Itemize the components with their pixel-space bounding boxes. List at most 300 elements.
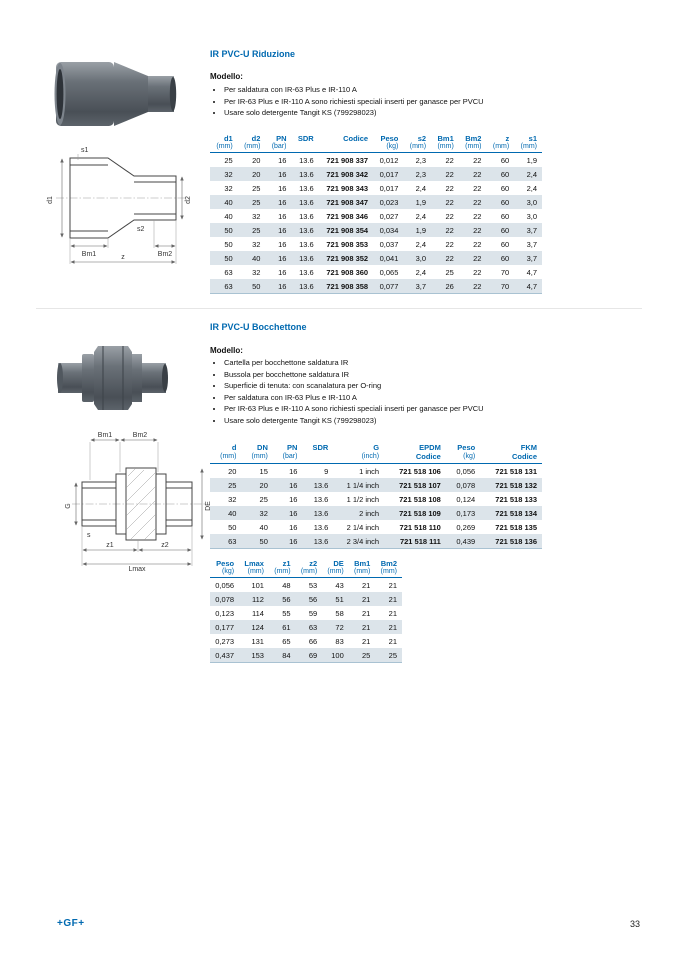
cell: 26 — [445, 281, 454, 291]
cell: 60 — [500, 197, 510, 207]
cell: 22 — [445, 211, 454, 221]
cell: 0,177 — [215, 622, 235, 632]
cell: 22 — [473, 267, 482, 277]
cell: 721 518 134 — [495, 508, 537, 518]
cell: 83 — [335, 636, 344, 646]
cell: 721 908 354 — [326, 225, 369, 235]
cell: 2,4 — [526, 183, 537, 193]
cell: 16 — [278, 183, 287, 193]
cell: 0,037 — [379, 239, 399, 249]
column-unit: (bar) — [282, 453, 298, 460]
cell: 721 908 353 — [326, 239, 369, 249]
bocchettone-photo-graphic — [56, 340, 168, 416]
technical-drawing-riduzione — [34, 136, 196, 275]
column-unit: (mm) — [520, 143, 537, 150]
cell: 124 — [251, 622, 264, 632]
column-header: PN — [276, 134, 287, 143]
column-header: Lmax — [244, 559, 264, 568]
column-header: SDR — [312, 443, 329, 452]
table-row — [210, 620, 402, 634]
bullet-item: • Per IR-63 Plus e IR-110 A sono richiesti speciali inserti per ganasce per PVCU — [224, 97, 656, 108]
cell: 721 518 108 — [399, 494, 441, 504]
bullet-item: • Usare solo detergente Tangit KS (799298023) — [224, 108, 656, 119]
column-header: Codice — [343, 134, 369, 143]
cell: 4,7 — [526, 281, 537, 291]
cell: 69 — [308, 650, 318, 660]
column-header: Bm2 — [465, 134, 482, 143]
cell: 721 908 337 — [326, 155, 369, 165]
bullet-list-bocchettone — [214, 358, 656, 427]
header-row — [210, 143, 542, 153]
dim-label-bm2: Bm2 — [157, 251, 173, 258]
cell: 721 518 135 — [495, 522, 537, 532]
cell: 25 — [228, 480, 237, 490]
column-unit: (mm) — [247, 568, 264, 575]
cell: 25 — [252, 183, 261, 193]
column-unit: (mm) — [274, 568, 291, 575]
table-row — [210, 167, 542, 181]
section-divider — [36, 308, 642, 309]
cell: 20 — [252, 169, 261, 179]
cell: 2 3/4 inch — [346, 536, 380, 546]
cell: 2,3 — [415, 169, 427, 179]
cell: 63 — [228, 536, 237, 546]
column-header: DE — [333, 559, 344, 568]
cell: 60 — [500, 211, 510, 221]
dim-label-bm1: Bm1 — [81, 251, 97, 258]
cell: 0,273 — [215, 636, 235, 646]
cell: 721 908 342 — [326, 169, 369, 179]
cell: 21 — [388, 636, 397, 646]
cell: 40 — [259, 522, 268, 532]
cell: 84 — [282, 650, 291, 660]
column-header: d2 — [251, 134, 261, 143]
bullet-item: • Per saldatura con IR-63 Plus e IR-110 A — [224, 393, 656, 404]
modello-label-riduzione: Modello: — [210, 72, 243, 81]
cell: 22 — [473, 169, 482, 179]
cell: 16 — [278, 281, 287, 291]
cell: 22 — [473, 155, 482, 165]
cell: 65 — [282, 636, 291, 646]
dim-label-d2: d2 — [185, 196, 192, 204]
cell: 0,124 — [456, 494, 476, 504]
column-unit: (mm) — [380, 568, 397, 575]
cell: 58 — [335, 608, 344, 618]
table-row — [210, 520, 542, 534]
cell: 32 — [224, 183, 233, 193]
header-row — [210, 452, 542, 464]
cell: 50 — [259, 536, 268, 546]
cell: 0,056 — [215, 580, 235, 590]
cell: 25 — [252, 225, 261, 235]
column-header: s1 — [528, 134, 537, 143]
cell: 60 — [500, 155, 510, 165]
cell: 25 — [362, 650, 371, 660]
dim-label-z2: z2 — [161, 542, 169, 549]
cell: 22 — [473, 183, 482, 193]
column-unit: Codice — [511, 452, 537, 461]
cell: 13.6 — [299, 253, 314, 263]
table-row — [210, 578, 402, 593]
cell: 0,017 — [379, 183, 399, 193]
cell: 21 — [362, 580, 371, 590]
cell: 3,7 — [415, 281, 427, 291]
cell: 100 — [331, 650, 344, 660]
column-header: Bm1 — [437, 134, 454, 143]
cell: 22 — [445, 183, 454, 193]
cell: 13.6 — [313, 508, 329, 518]
cell: 21 — [388, 580, 397, 590]
dim-label-de: DE — [205, 501, 212, 511]
table-row — [210, 478, 542, 492]
cell: 2,4 — [415, 267, 427, 277]
table-row — [210, 209, 542, 223]
bullet-item: • Per saldatura con IR-63 Plus e IR-110 A — [224, 85, 656, 96]
cell: 721 518 131 — [495, 466, 537, 476]
cell: 13.6 — [299, 267, 314, 277]
column-header: SDR — [297, 134, 314, 143]
column-header: G — [373, 443, 380, 452]
column-unit: (mm) — [251, 453, 268, 460]
column-header: Bm2 — [380, 559, 397, 568]
cell: 0,123 — [215, 608, 235, 618]
cell: 112 — [252, 594, 264, 604]
cell: 114 — [252, 608, 264, 618]
cell: 40 — [224, 211, 233, 221]
cell: 50 — [252, 281, 261, 291]
cell: 13.6 — [299, 197, 314, 207]
cell: 60 — [500, 239, 510, 249]
column-header: Bm1 — [354, 559, 371, 568]
cell: 21 — [388, 594, 397, 604]
dim-label-s1: s1 — [81, 147, 89, 154]
cell: 50 — [228, 522, 237, 532]
table-row — [210, 464, 542, 479]
cell: 0,439 — [456, 536, 476, 546]
cell: 13.6 — [299, 183, 314, 193]
column-header: Peso — [457, 443, 476, 452]
cell: 153 — [251, 650, 264, 660]
column-unit: (kg) — [386, 143, 399, 150]
section-title-riduzione: IR PVC-U Riduzione — [210, 49, 295, 59]
cell: 50 — [224, 239, 233, 249]
cell: 0,034 — [379, 225, 399, 235]
cell: 0,077 — [379, 281, 399, 291]
table-row — [210, 592, 402, 606]
dim-label-z: z — [121, 254, 125, 261]
cell: 21 — [362, 636, 371, 646]
bullet-item: • Superficie di tenuta: con scanalatura per O-ring — [224, 381, 656, 392]
column-header: z1 — [282, 559, 291, 568]
cell: 131 — [251, 636, 264, 646]
cell: 13.6 — [313, 536, 329, 546]
cell: 60 — [500, 225, 510, 235]
cell: 20 — [259, 480, 268, 490]
cell: 21 — [388, 608, 397, 618]
cell: 40 — [252, 253, 261, 263]
cell: 0,065 — [379, 267, 399, 277]
cell: 22 — [473, 225, 482, 235]
bullet-item: • Usare solo detergente Tangit KS (799298023) — [224, 416, 656, 427]
cell: 43 — [335, 580, 344, 590]
cell: 61 — [282, 622, 291, 632]
cell: 13.6 — [313, 494, 329, 504]
cell: 3,0 — [526, 211, 537, 221]
column-header: Peso — [380, 134, 399, 143]
cell: 48 — [282, 580, 291, 590]
cell: 721 518 132 — [495, 480, 537, 490]
riduzione-photo-graphic — [52, 56, 177, 131]
cell: 721 518 110 — [399, 522, 441, 532]
cell: 50 — [224, 253, 233, 263]
cell: 51 — [335, 594, 344, 604]
dim-label-g: G — [65, 503, 72, 509]
cell: 13.6 — [299, 225, 314, 235]
cell: 66 — [308, 636, 318, 646]
cell: 40 — [228, 508, 237, 518]
cell: 9 — [324, 466, 329, 476]
cell: 721 908 343 — [326, 183, 369, 193]
column-header: s2 — [417, 134, 427, 143]
cell: 22 — [445, 225, 454, 235]
cell: 16 — [289, 494, 298, 504]
cell: 13.6 — [313, 522, 329, 532]
cell: 16 — [278, 197, 287, 207]
cell: 721 908 352 — [326, 253, 369, 263]
column-unit: (mm) — [216, 143, 233, 150]
header-row — [210, 133, 542, 143]
cell: 32 — [252, 239, 261, 249]
cell: 13.6 — [299, 211, 314, 221]
cell: 3,7 — [526, 225, 537, 235]
cell: 0,027 — [379, 211, 399, 221]
column-unit: (mm) — [465, 143, 482, 150]
cell: 63 — [224, 281, 233, 291]
cell: 22 — [473, 253, 482, 263]
cell: 25 — [259, 494, 268, 504]
header-row — [210, 442, 542, 452]
gf-logo: +GF+ — [57, 918, 85, 929]
cell: 22 — [445, 155, 454, 165]
cell: 1 inch — [359, 466, 380, 476]
cell: 0,173 — [456, 508, 476, 518]
cell: 3,7 — [526, 239, 537, 249]
dim-label-bm1: Bm1 — [97, 432, 113, 439]
table-row — [210, 648, 402, 663]
cell: 721 518 106 — [399, 466, 441, 476]
cell: 16 — [278, 169, 287, 179]
cell: 16 — [289, 522, 298, 532]
riduzione-table — [210, 133, 542, 294]
cell: 32 — [252, 211, 261, 221]
cell: 32 — [228, 494, 237, 504]
cell: 1 1/2 inch — [346, 494, 380, 504]
bullet-list-riduzione — [214, 85, 656, 120]
column-unit — [291, 143, 318, 153]
page-number: 33 — [629, 919, 640, 929]
cell: 21 — [388, 622, 397, 632]
cell: 721 518 136 — [495, 536, 537, 546]
table-row — [210, 251, 542, 265]
bullet-item: • Bussola per bocchettone saldatura IR — [224, 370, 656, 381]
column-header: FKM — [520, 443, 537, 452]
cell: 13.6 — [299, 155, 314, 165]
bocchettone-main-table — [210, 442, 542, 549]
cell: 21 — [362, 622, 371, 632]
header-row — [210, 558, 402, 568]
column-header: z — [505, 134, 510, 143]
column-unit: (mm) — [300, 568, 318, 575]
cell: 13.6 — [299, 239, 314, 249]
cell: 60 — [500, 183, 510, 193]
cell: 16 — [289, 480, 298, 490]
cell: 70 — [500, 281, 510, 291]
column-unit: (kg) — [463, 453, 476, 460]
cell: 55 — [282, 608, 291, 618]
column-header: DN — [257, 443, 268, 452]
cell: 0,023 — [379, 197, 399, 207]
cell: 22 — [473, 211, 482, 221]
cell: 0,078 — [456, 480, 476, 490]
cell: 60 — [500, 253, 510, 263]
product-photo-riduzione — [52, 56, 177, 136]
cell: 2 inch — [359, 508, 380, 518]
cell: 63 — [308, 622, 318, 632]
technical-drawing-bocchettone — [64, 430, 214, 577]
dim-label-bm2: Bm2 — [132, 432, 148, 439]
column-unit — [319, 143, 373, 153]
table-row — [210, 181, 542, 195]
column-header: z2 — [309, 559, 318, 568]
column-header: d — [231, 443, 237, 452]
column-header: PN — [287, 443, 298, 452]
cell: 25 — [224, 155, 233, 165]
column-unit — [302, 452, 333, 464]
cell: 22 — [473, 239, 482, 249]
column-header: Peso — [216, 559, 235, 568]
column-unit: Codice — [415, 452, 441, 461]
cell: 721 518 109 — [399, 508, 441, 518]
cell: 16 — [289, 508, 298, 518]
cell: 1,9 — [526, 155, 537, 165]
column-unit: (mm) — [409, 143, 427, 150]
cell: 59 — [308, 608, 318, 618]
cell: 2 1/4 inch — [346, 522, 380, 532]
cell: 16 — [278, 267, 287, 277]
cell: 721 518 107 — [399, 480, 441, 490]
dim-label-lmax: Lmax — [128, 566, 146, 572]
cell: 721 908 360 — [326, 267, 369, 277]
column-unit: (mm) — [492, 143, 510, 150]
cell: 21 — [362, 594, 371, 604]
cell: 16 — [278, 211, 287, 221]
cell: 16 — [278, 239, 287, 249]
table-row — [210, 223, 542, 237]
cell: 0,078 — [215, 594, 235, 604]
cell: 0,017 — [379, 169, 399, 179]
cell: 56 — [282, 594, 291, 604]
cell: 721 908 346 — [326, 211, 369, 221]
cell: 70 — [500, 267, 510, 277]
column-unit: (inch) — [361, 453, 380, 460]
cell: 20 — [228, 466, 237, 476]
cell: 25 — [252, 197, 261, 207]
modello-label-bocchettone: Modello: — [210, 346, 243, 355]
dim-label-s: s — [87, 532, 91, 539]
cell: 1,9 — [415, 225, 427, 235]
cell: 16 — [278, 225, 287, 235]
cell: 4,7 — [526, 267, 537, 277]
cell: 32 — [224, 169, 233, 179]
table-row — [210, 634, 402, 648]
bocchettone-dimensions-table — [210, 558, 402, 663]
cell: 22 — [473, 197, 482, 207]
column-unit: (mm) — [244, 143, 261, 150]
cell: 16 — [278, 253, 287, 263]
cell: 2,4 — [415, 183, 427, 193]
cell: 32 — [252, 267, 261, 277]
cell: 60 — [500, 169, 510, 179]
cell: 22 — [473, 281, 482, 291]
cell: 0,012 — [379, 155, 399, 165]
cell: 1 1/4 inch — [346, 480, 380, 490]
cell: 721 518 133 — [495, 494, 537, 504]
cell: 13.6 — [299, 169, 314, 179]
table-row — [210, 506, 542, 520]
cell: 15 — [259, 466, 268, 476]
column-header: d1 — [223, 134, 233, 143]
cell: 25 — [388, 650, 397, 660]
cell: 0,269 — [456, 522, 476, 532]
dim-label-d1: d1 — [47, 196, 54, 204]
cell: 13.6 — [313, 480, 329, 490]
cell: 22 — [445, 169, 454, 179]
table-row — [210, 279, 542, 294]
cell: 3,0 — [526, 197, 537, 207]
cell: 16 — [289, 536, 298, 546]
cell: 0,041 — [379, 253, 399, 263]
cell: 56 — [308, 594, 318, 604]
table-row — [210, 153, 542, 168]
cell: 21 — [362, 608, 371, 618]
bullet-item: • Per IR-63 Plus e IR-110 A sono richiesti speciali inserti per ganasce per PVCU — [224, 404, 656, 415]
table-row — [210, 492, 542, 506]
column-unit: (mm) — [354, 568, 371, 575]
table-row — [210, 237, 542, 251]
cell: 22 — [445, 253, 454, 263]
cell: 20 — [252, 155, 261, 165]
cell: 721 518 111 — [399, 536, 441, 546]
column-unit: (mm) — [220, 453, 237, 460]
cell: 63 — [224, 267, 233, 277]
cell: 22 — [445, 197, 454, 207]
cell: 22 — [445, 239, 454, 249]
column-unit: (bar) — [271, 143, 287, 150]
cell: 0,056 — [456, 466, 476, 476]
dim-label-z1: z1 — [106, 542, 114, 549]
cell: 16 — [278, 155, 287, 165]
table-row — [210, 265, 542, 279]
cell: 3,0 — [415, 253, 427, 263]
column-header: EPDM — [419, 443, 441, 452]
table-row — [210, 606, 402, 620]
column-unit: (mm) — [437, 143, 454, 150]
section-title-bocchettone: IR PVC-U Bocchettone — [210, 322, 307, 332]
cell: 2,3 — [415, 155, 427, 165]
cell: 721 908 347 — [326, 197, 369, 207]
cell: 721 908 358 — [326, 281, 369, 291]
cell: 3,7 — [526, 253, 537, 263]
